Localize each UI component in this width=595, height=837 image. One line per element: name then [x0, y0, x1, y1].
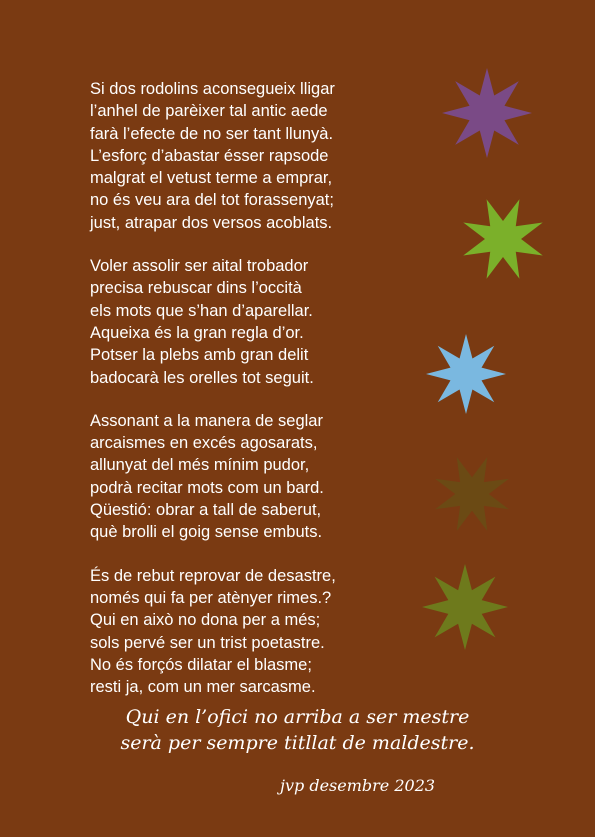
star-shape — [463, 199, 542, 278]
stanza-2 — [90, 255, 430, 389]
star-purple-icon — [440, 66, 534, 160]
poem-line: Assonant a la manera de seglar — [90, 411, 323, 430]
closing-couplet — [0, 704, 595, 756]
poem-line: badocarà les orelles tot seguit. — [90, 368, 314, 387]
poem-line: Voler assolir ser aital trobador — [90, 257, 309, 276]
poem-line: precisa rebuscar dins l’occità — [90, 279, 302, 298]
poem-line: L’esforç d’abastar ésser rapsode — [90, 146, 329, 165]
poem — [90, 78, 430, 719]
signature: jvp desembre 2023 — [280, 776, 436, 795]
couplet-line: Qui en l’ofici no arriba a ser mestre — [125, 706, 470, 728]
poem-line: malgrat el vetust terme a emprar, — [90, 169, 333, 188]
poem-line: És de rebut reprovar de desastre, — [90, 566, 336, 585]
poem-line: sols pervé ser un trist poetastre. — [90, 633, 325, 652]
poem-line: just, atrapar dos versos acoblats. — [90, 213, 333, 232]
poem-line: resti ja, com un mer sarcasme. — [90, 678, 316, 697]
stanza-3 — [90, 410, 430, 544]
poem-line: podrà recitar mots com un bard. — [90, 478, 324, 497]
poem-line: què brolli el goig sense embuts. — [90, 523, 323, 542]
stanza-1 — [90, 78, 430, 234]
poem-line: Qui en això no dona per a més; — [90, 611, 321, 630]
couplet-line: serà per sempre titllat de maldestre. — [120, 732, 475, 754]
poem-line: farà l’efecte de no ser tant llunyà. — [90, 124, 334, 143]
stanza-4 — [90, 565, 430, 699]
poem-line: l’anhel de parèixer tal antic aede — [90, 102, 328, 121]
star-shape — [422, 564, 508, 650]
poem-line: no és veu ara del tot forassenyat; — [90, 191, 334, 210]
star-shape — [435, 457, 509, 531]
poem-line: Potser la plebs amb gran delit — [90, 346, 309, 365]
star-brown-icon — [430, 452, 514, 536]
poem-line: allunyat del més mínim pudor, — [90, 456, 310, 475]
poem-line: arcaismes en excés agosarats, — [90, 434, 318, 453]
star-green-icon — [458, 194, 548, 284]
poem-line: No és forçós dilatar el blasme; — [90, 655, 312, 674]
poem-line: els mots que s’han d’aparellar. — [90, 301, 313, 320]
poem-line: Aqueixa és la gran regla d’or. — [90, 323, 304, 342]
star-shape — [426, 334, 506, 414]
star-shape — [442, 68, 532, 158]
star-olive-icon — [420, 562, 510, 652]
poem-line: només qui fa per atènyer rimes.? — [90, 588, 332, 607]
poem-line: Si dos rodolins aconsegueix lligar — [90, 80, 335, 98]
poem-line: Qüestió: obrar a tall de saberut, — [90, 501, 322, 520]
star-blue-icon — [424, 332, 508, 416]
